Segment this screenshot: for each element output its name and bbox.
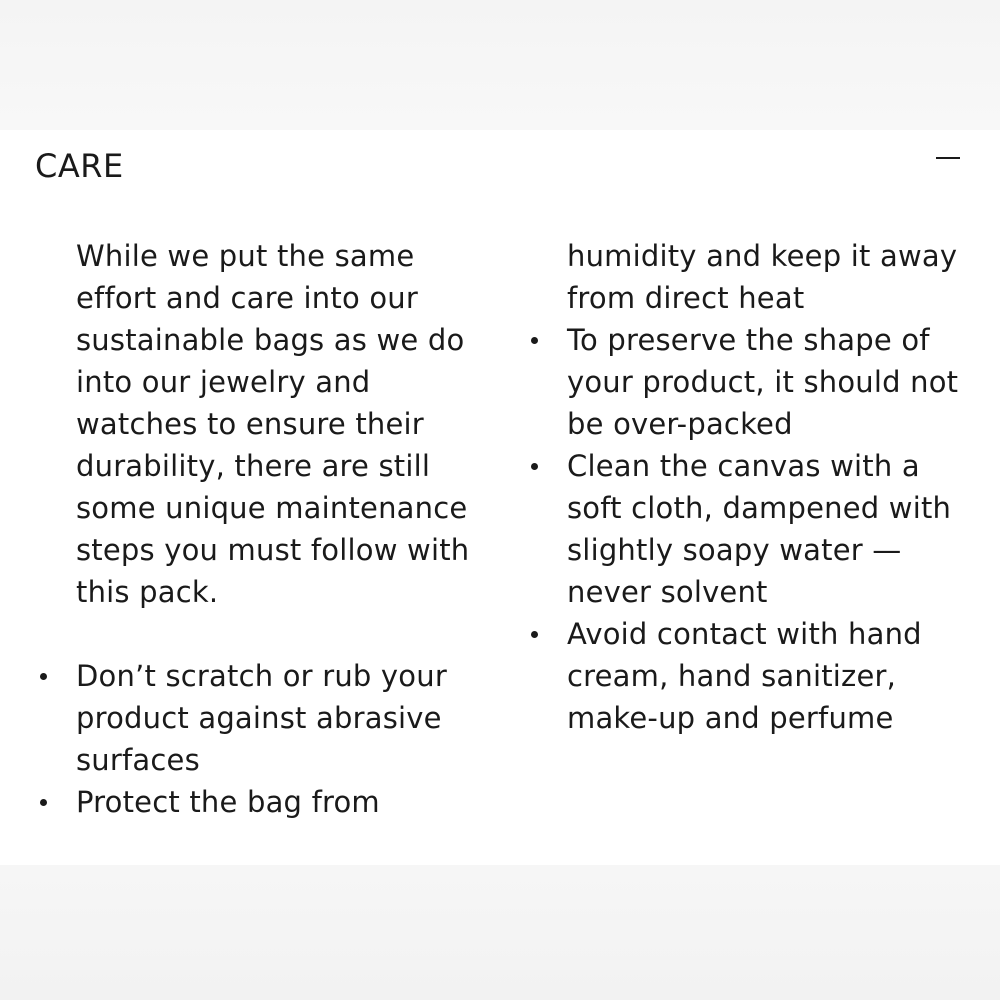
- accordion-title: CARE: [35, 147, 124, 185]
- content-column-right: [567, 235, 987, 739]
- intro-line: watches to ensure their: [76, 407, 424, 441]
- bullet-line: [567, 319, 987, 361]
- bullet-line: cream, hand sanitizer,: [567, 659, 897, 693]
- bullet-line: be over-packed: [567, 407, 793, 441]
- care-accordion-panel: [0, 130, 1000, 865]
- bullet-dot-icon: [531, 463, 538, 470]
- bullet-line: soft cloth, dampened with: [567, 491, 952, 525]
- bullet-dot-icon: [531, 337, 538, 344]
- intro-line: effort and care into our: [76, 281, 418, 315]
- care-bullet-item: [567, 445, 987, 613]
- minus-icon[interactable]: [936, 152, 962, 166]
- intro-line: durability, there are still: [76, 449, 431, 483]
- intro-line: into our jewelry and: [76, 365, 371, 399]
- bullet-line: humidity and keep it away: [567, 239, 958, 273]
- bullet-dot-icon: [531, 631, 538, 638]
- care-bullet-item: [567, 319, 987, 445]
- bullet-line: [76, 781, 496, 823]
- bullet-dot-icon: [40, 673, 47, 680]
- care-bullet-item: [567, 613, 987, 739]
- bullet-line: surfaces: [76, 743, 200, 777]
- intro-line: sustainable bags as we do: [76, 323, 465, 357]
- intro-line: this pack.: [76, 575, 219, 609]
- content-column-left: [76, 235, 496, 823]
- bullet-line: make-up and perfume: [567, 701, 894, 735]
- bullet-line: your product, it should not: [567, 365, 959, 399]
- intro-line: some unique maintenance: [76, 491, 468, 525]
- bullet-text: To preserve the shape of: [567, 323, 930, 357]
- bullet-line: slightly soapy water —: [567, 533, 902, 567]
- care-accordion-content: [0, 235, 1000, 855]
- intro-line: steps you must follow with: [76, 533, 470, 567]
- bullet-line: never solvent: [567, 575, 768, 609]
- bullet-text: Clean the canvas with a: [567, 449, 920, 483]
- care-accordion-header[interactable]: [0, 130, 1000, 210]
- bullet-text: Don’t scratch or rub your: [76, 659, 447, 693]
- bullet-dot-icon: [40, 799, 47, 806]
- bullet-line: [76, 655, 496, 697]
- bullet-line: product against abrasive: [76, 701, 442, 735]
- intro-line: While we put the same: [76, 239, 415, 273]
- care-bullet-item: [76, 781, 496, 823]
- bullet-text: Protect the bag from: [76, 785, 380, 819]
- bullet-text: Avoid contact with hand: [567, 617, 922, 651]
- bullet-line: from direct heat: [567, 281, 805, 315]
- care-bullet-item: [76, 655, 496, 781]
- paragraph-spacer: [76, 613, 496, 655]
- bullet-line: [567, 445, 987, 487]
- bullet-line: [567, 613, 987, 655]
